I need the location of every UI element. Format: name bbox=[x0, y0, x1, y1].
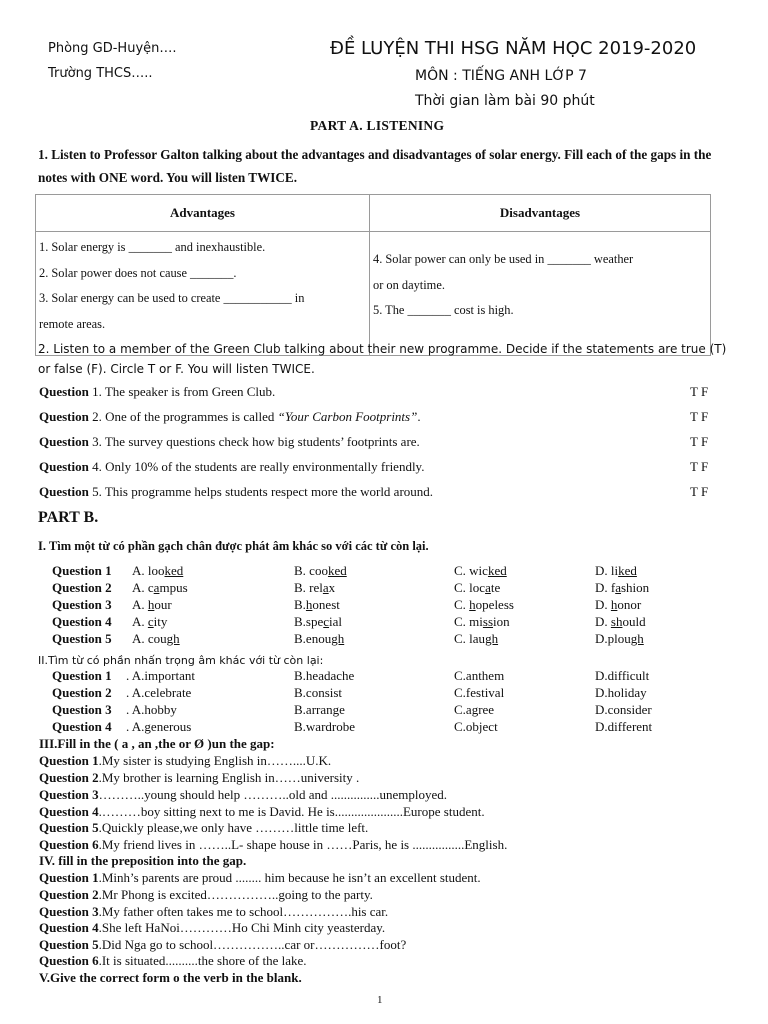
exam-subject: MÔN : TIẾNG ANH LỚP 7 bbox=[415, 68, 587, 84]
fill-question: Question 4.………boy sitting next to me is David. He is.....................Europe student. bbox=[39, 804, 485, 819]
preposition-question: Question 6.It is situated..........the shore of the lake. bbox=[39, 953, 307, 968]
part-b-title: PART B. bbox=[38, 509, 99, 526]
listening-task-1: 1. Listen to Professor Galton talking about the advantages and disadvantages of solar energy. Fill each of the gaps in the notes with ONE word. You will listen TWICE. bbox=[38, 147, 712, 185]
tf-choice[interactable]: T F bbox=[690, 409, 709, 424]
disadvantage-item: 5. The _______ cost is high. bbox=[373, 303, 514, 317]
advantages-header: Advantages bbox=[36, 195, 370, 232]
option-a[interactable]: A. cough bbox=[132, 631, 180, 646]
tf-question-2: Question 2. One of the programmes is called “Your Carbon Footprints”. bbox=[39, 409, 421, 424]
option-a[interactable]: A. looked bbox=[132, 563, 184, 578]
option-a[interactable]: . A.important bbox=[126, 668, 195, 683]
preposition-question: Question 5.Did Nga go to school……………..car or……………foot? bbox=[39, 937, 407, 952]
option-a[interactable]: A. hour bbox=[132, 597, 172, 612]
option-c[interactable]: C. hopeless bbox=[454, 597, 514, 612]
disadvantages-header: Disadvantages bbox=[370, 195, 711, 232]
option-b[interactable]: B.enough bbox=[294, 631, 345, 646]
option-a[interactable]: . A.celebrate bbox=[126, 685, 192, 700]
question-label: Question 3 bbox=[52, 597, 112, 612]
option-c[interactable]: C.anthem bbox=[454, 668, 505, 683]
advantage-item: 2. Solar power does not cause _______. bbox=[39, 265, 237, 280]
option-a[interactable]: . A.hobby bbox=[126, 702, 177, 717]
option-b[interactable]: B.honest bbox=[294, 597, 340, 612]
question-label: Question 2 bbox=[52, 685, 112, 700]
option-c[interactable]: C. locate bbox=[454, 580, 501, 595]
question-label: Question 3 bbox=[52, 702, 112, 717]
fill-question: Question 5.Quickly please,we only have ………little time left. bbox=[39, 820, 369, 835]
option-c[interactable]: C. laugh bbox=[454, 631, 499, 646]
preposition-question: Question 3.My father often takes me to school…………….his car. bbox=[39, 904, 389, 919]
advantages-cell bbox=[36, 232, 370, 356]
advantage-item: remote areas. bbox=[39, 316, 106, 331]
section-2-title: II.Tìm từ có phần nhấn trọng âm khác với từ còn lại: bbox=[38, 654, 324, 667]
tf-question-1: Question 1. The speaker is from Green Club. bbox=[39, 384, 276, 399]
fill-question: Question 2.My brother is learning English in……university . bbox=[39, 770, 360, 785]
option-a[interactable]: . A.generous bbox=[126, 719, 192, 734]
option-d[interactable]: D.different bbox=[595, 719, 653, 734]
option-a[interactable]: A. campus bbox=[132, 580, 188, 595]
preposition-question: Question 4.She left HaNoi…………Ho Chi Minh city yeasterday. bbox=[39, 920, 386, 935]
fill-question: Question 6.My friend lives in ……..L- shape house in ……Paris, he is ................English. bbox=[39, 837, 508, 852]
disadvantages-cell bbox=[370, 232, 711, 356]
disadvantage-item: or on daytime. bbox=[373, 277, 445, 292]
option-b[interactable]: B.wardrobe bbox=[294, 719, 356, 734]
question-label: Question 4 bbox=[52, 614, 112, 629]
option-b[interactable]: B. cooked bbox=[294, 563, 347, 578]
advantage-item: 1. Solar energy is _______ and inexhaustible. bbox=[39, 240, 266, 254]
option-d[interactable]: D.consider bbox=[595, 702, 652, 717]
fill-question: Question 3………..young should help ………..old and ...............unemployed. bbox=[39, 787, 448, 802]
question-label: Question 5 bbox=[52, 631, 112, 646]
option-d[interactable]: D.holiday bbox=[595, 685, 647, 700]
option-d[interactable]: D.plough bbox=[595, 631, 644, 646]
option-b[interactable]: B.consist bbox=[294, 685, 343, 700]
option-d[interactable]: D.difficult bbox=[595, 668, 650, 683]
tf-question-3: Question 3. The survey questions check how big students’ footprints are. bbox=[39, 434, 420, 449]
section-3-title: III.Fill in the ( a , an ,the or Ø )un the gap: bbox=[39, 736, 275, 751]
question-label: Question 1 bbox=[52, 563, 112, 578]
question-label: Question 4 bbox=[52, 719, 112, 734]
department-label: Phòng GD-Huyện…. bbox=[48, 41, 177, 56]
exam-time: Thời gian làm bài 90 phút bbox=[415, 93, 595, 109]
tf-choice[interactable]: T F bbox=[690, 459, 709, 474]
option-a[interactable]: A. city bbox=[132, 614, 168, 629]
section-5-title: V.Give the correct form o the verb in the blank. bbox=[39, 970, 302, 985]
option-b[interactable]: B. relax bbox=[294, 580, 336, 595]
fill-question: Question 1.My sister is studying English in……....U.K. bbox=[39, 753, 332, 768]
advantage-item: 3. Solar energy can be used to create ___________ in bbox=[39, 291, 305, 305]
option-c[interactable]: C. mission bbox=[454, 614, 510, 629]
section-4-title: IV. fill in the preposition into the gap. bbox=[39, 853, 247, 868]
exam-title: ĐỀ LUYỆN THI HSG NĂM HỌC 2019-2020 bbox=[330, 38, 697, 59]
option-b[interactable]: B.arrange bbox=[294, 702, 345, 717]
part-a-title: PART A. LISTENING bbox=[310, 118, 445, 133]
school-label: Trường THCS….. bbox=[48, 66, 153, 81]
preposition-question: Question 2.Mr Phong is excited……………..going to the party. bbox=[39, 887, 373, 902]
question-label: Question 2 bbox=[52, 580, 112, 595]
option-c[interactable]: C. wicked bbox=[454, 563, 507, 578]
tf-choice[interactable]: T F bbox=[690, 384, 709, 399]
option-d[interactable]: D. fashion bbox=[595, 580, 650, 595]
option-d[interactable]: D. should bbox=[595, 614, 646, 629]
option-d[interactable]: D. honor bbox=[595, 597, 642, 612]
tf-choice[interactable]: T F bbox=[690, 434, 709, 449]
question-label: Question 1 bbox=[52, 668, 112, 683]
option-c[interactable]: C.agree bbox=[454, 702, 495, 717]
tf-choice[interactable]: T F bbox=[690, 484, 709, 499]
option-c[interactable]: C.festival bbox=[454, 685, 505, 700]
solar-notes-table bbox=[35, 194, 711, 356]
page-number: 1 bbox=[377, 994, 383, 1006]
option-c[interactable]: C.object bbox=[454, 719, 498, 734]
tf-question-5: Question 5. This programme helps students respect more the world around. bbox=[39, 484, 434, 499]
option-b[interactable]: B.headache bbox=[294, 668, 355, 683]
preposition-question: Question 1.Minh’s parents are proud ........ him because he isn’t an excellent student. bbox=[39, 870, 481, 885]
option-d[interactable]: D. liked bbox=[595, 563, 637, 578]
disadvantage-item: 4. Solar power can only be used in _______ weather bbox=[373, 252, 634, 266]
tf-question-4: Question 4. Only 10% of the students are really environmentally friendly. bbox=[39, 459, 425, 474]
section-1-title: I. Tìm một từ có phần gạch chân được phát âm khác so với các từ còn lại. bbox=[38, 539, 429, 553]
option-b[interactable]: B.special bbox=[294, 614, 343, 629]
listening-task-2: 2. Listen to a member of the Green Club talking about their new programme. Decide if the statements are true (T) or false (F). Circle T or F. You will listen TWICE. bbox=[38, 342, 727, 376]
